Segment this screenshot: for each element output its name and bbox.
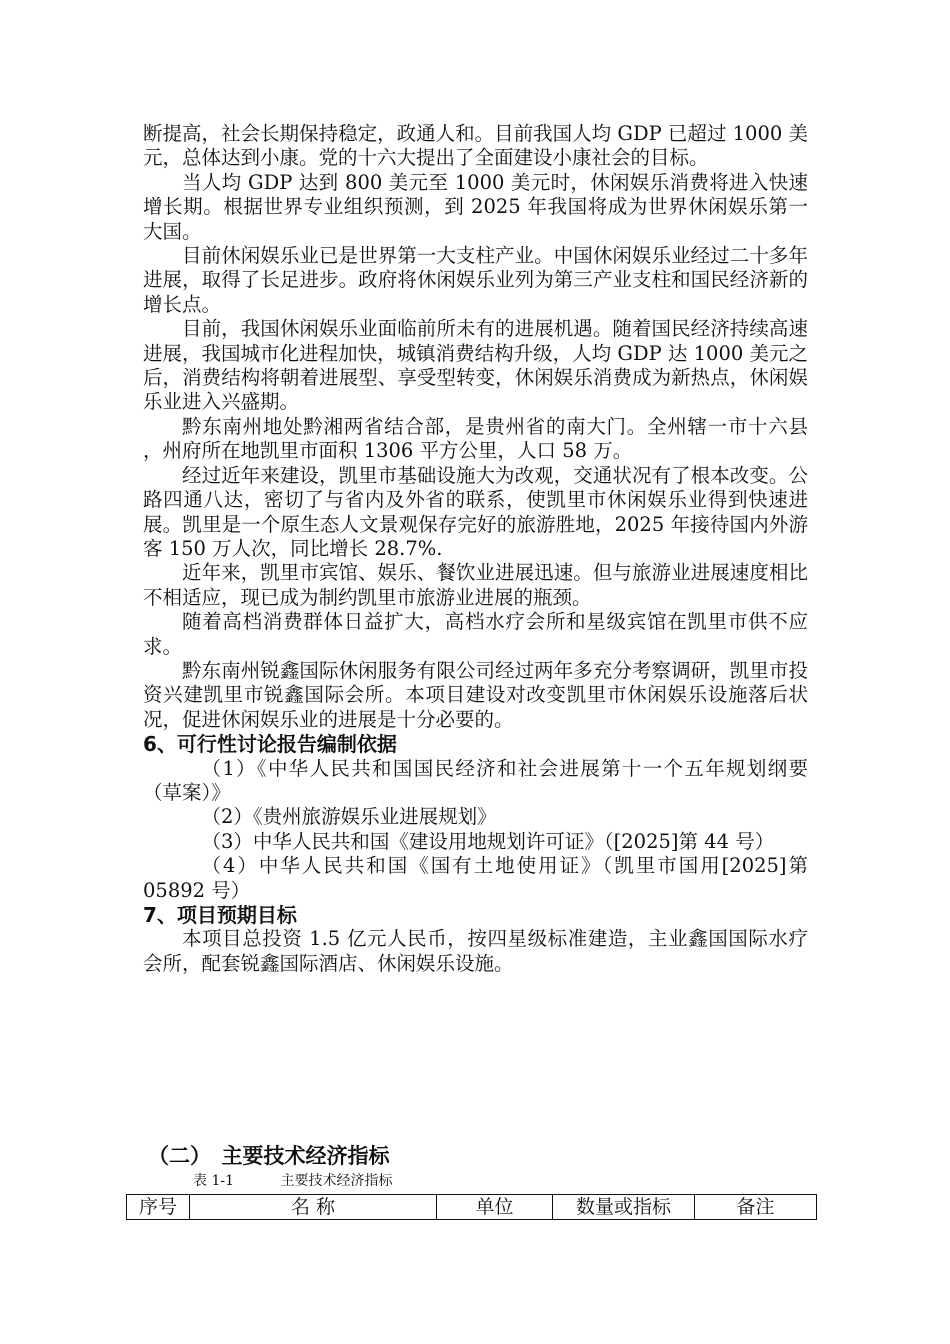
paragraph-8: 随着高档消费群体日益扩大，高档水疗会所和星级宾馆在凯里市供不应求。 bbox=[143, 610, 808, 658]
section-7-heading: 7、项目预期目标 bbox=[143, 903, 297, 927]
table-header-row bbox=[127, 1195, 817, 1220]
reference-item-2: （2）《贵州旅游娱乐业进展规划》 bbox=[201, 805, 497, 829]
section-7-text: 本项目总投资 1.5 亿元人民币，按四星级标准建造，主业鑫国国际水疗会所，配套锐鑫国际酒店、休闲娱乐设施。 bbox=[143, 927, 808, 975]
paragraph-4: 目前，我国休闲娱乐业面临前所未有的进展机遇。随着国民经济持续高速进展，我国城市化进程加快，城镇消费结构升级，人均 GDP 达 1000 美元之后，消费结构将朝着进展型、享受型转变，休闲娱乐消费成为新热点，休闲娱乐业进入兴盛期。 bbox=[143, 317, 808, 414]
body-text bbox=[143, 122, 808, 976]
section-two-heading: （二） 主要技术经济指标 bbox=[148, 1144, 390, 1168]
reference-item-1: （1）《中华人民共和国国民经济和社会进展第十一个五年规划纲要（草案）》 bbox=[143, 756, 808, 804]
header-remarks: 备注 bbox=[695, 1195, 817, 1220]
paragraph-3: 目前休闲娱乐业已是世界第一大支柱产业。中国休闲娱乐业经过二十多年进展，取得了长足进步。政府将休闲娱乐业列为第三产业支柱和国民经济新的增长点。 bbox=[143, 244, 808, 316]
metrics-table bbox=[126, 1194, 817, 1220]
paragraph-7: 近年来，凯里市宾馆、娱乐、餐饮业进展迅速。但与旅游业进展速度相比不相适应，现已成为制约凯里市旅游业进展的瓶颈。 bbox=[143, 561, 808, 609]
reference-item-3: （3）中华人民共和国《建设用地规划许可证》（[2025]第 44 号） bbox=[201, 829, 775, 853]
reference-item-4: （4）中华人民共和国《国有土地使用证》（凯里市国用[2025]第 05892 号） bbox=[143, 854, 808, 902]
table-caption bbox=[193, 1172, 392, 1190]
header-name: 名 称 bbox=[190, 1195, 437, 1220]
paragraph-5: 黔东南州地处黔湘两省结合部，是贵州省的南大门。全州辖一市十六县 ，州府所在地凯里市面积 1306 平方公里，人口 58 万。 bbox=[143, 414, 808, 463]
paragraph-2: 当人均 GDP 达到 800 美元至 1000 美元时，休闲娱乐消费将进入快速增长期。根据世界专业组织预测，到 2025 年我国将成为世界休闲娱乐第一大国。 bbox=[143, 170, 808, 243]
header-quantity: 数量或指标 bbox=[553, 1195, 695, 1220]
table-title: 主要技术经济指标 bbox=[280, 1173, 393, 1189]
table-number: 表 1-1 bbox=[193, 1173, 234, 1189]
header-index: 序号 bbox=[127, 1195, 190, 1220]
section-6-heading: 6、可行性讨论报告编制依据 bbox=[143, 732, 397, 757]
paragraph-6: 经过近年来建设，凯里市基础设施大为改观，交通状况有了根本改变。公路四通八达，密切了与省内及外省的联系，使凯里市休闲娱乐业得到快速进展。凯里是一个原生态人文景观保存完好的旅游胜地，2025 年接待国内外游客 150 万人次，同比增长 28.7%. bbox=[143, 463, 808, 560]
header-unit: 单位 bbox=[437, 1195, 553, 1220]
paragraph-1: 断提高，社会长期保持稳定，政通人和。目前我国人均 GDP 已超过 1000 美元，总体达到小康。党的十六大提出了全面建设小康社会的目标。 bbox=[143, 122, 808, 170]
paragraph-9: 黔东南州锐鑫国际休闲服务有限公司经过两年多充分考察调研，凯里市投资兴建凯里市锐鑫国际会所。本项目建设对改变凯里市休闲娱乐设施落后状况，促进休闲娱乐业的进展是十分必要的。 bbox=[143, 658, 808, 731]
